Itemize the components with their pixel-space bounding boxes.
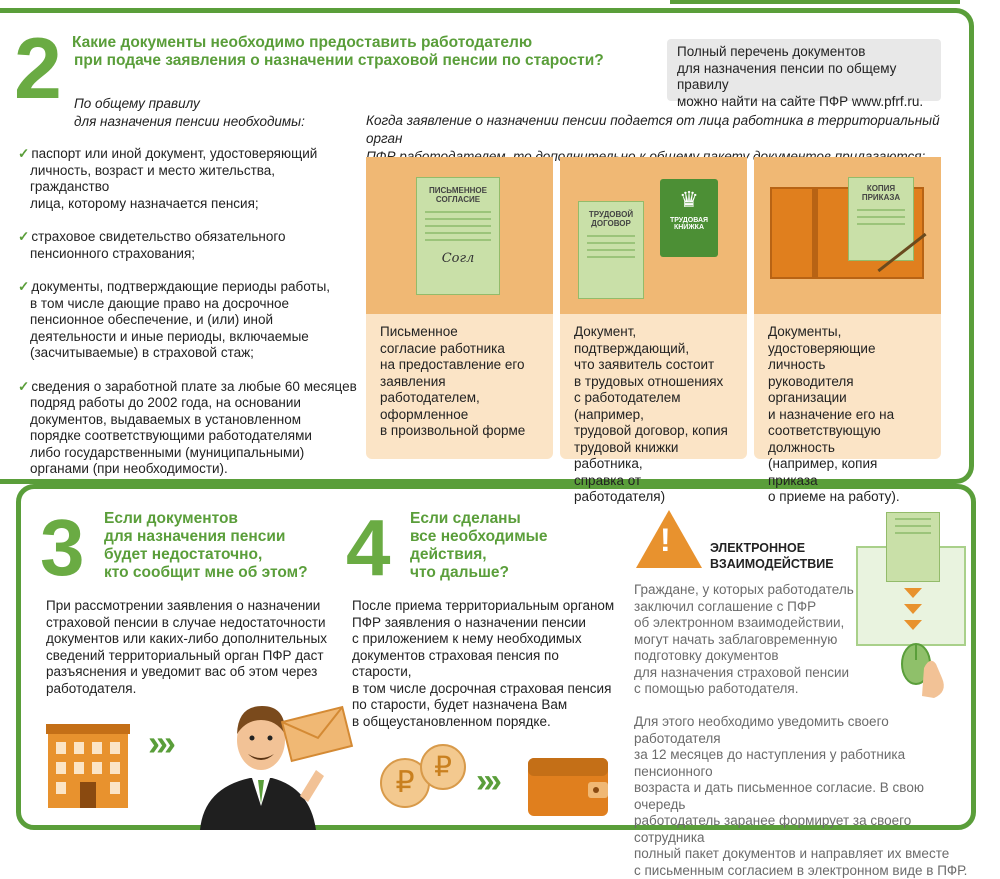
order-illustration (754, 157, 941, 314)
electronic-para-2: Для этого необходимо уведомить своего работодателя за 12 месяцев до наступления у работника пенсионного возраста и дать письменное согласие. В свою очередь работодатель заранее формирует за своего сотрудника полный пакет документов и направляет их вместе с письменным согласием в электронном виде в ПФР. (634, 714, 968, 878)
check-icon: ✓ (18, 378, 30, 394)
pfr-site-note: Полный перечень документов для назначения пенсии по общему правилу можно найти на сайте ПФР www.pfrf.ru. (667, 39, 941, 101)
check-icon: ✓ (18, 146, 30, 161)
list-item: ✓ паспорт или иной документ, удостоверяющий личность, возраст и место жительства, гражданство лица, которому назначается пенсия; (18, 146, 318, 211)
card-text: Документы, удостоверяющие личность руководителя организации и назначение его на соответствующую должность (например, копия приказа о приеме на работу). (768, 324, 900, 504)
section-3-number: 3 (40, 503, 85, 592)
emblem-icon: ♛ (679, 187, 699, 212)
order-document-icon: КОПИЯ ПРИКАЗА (848, 177, 914, 261)
check-icon: ✓ (18, 229, 30, 244)
check-icon: ✓ (18, 279, 30, 294)
download-arrow-icon (904, 604, 922, 614)
wallet-icon (526, 754, 610, 818)
contract-document-icon: ТРУДОВОЙ ДОГОВОР (578, 201, 644, 299)
electronic-title: ЭЛЕКТРОННОЕ ВЗАИМОДЕЙСТВИЕ (710, 541, 834, 571)
general-rule-intro: По общему правилу для назначения пенсии необходимы: (74, 96, 305, 129)
list-item: ✓ страховое свидетельство обязательного пенсионного страхования; (18, 229, 286, 261)
required-docs-list (18, 146, 358, 478)
list-item: ✓ документы, подтверждающие периоды работы, в том числе дающие право на досрочное пенсионное обеспечение, и (или) иной деятельности и иные периоды, включаемые (засчитываемые) в страховой стаж; (18, 279, 331, 360)
work-book-icon: ♛ ТРУДОВАЯ КНИЖКА (660, 179, 718, 257)
section-3-title: Если документов для назначения пенсии будет недостаточно, кто сообщит мне об этом? (104, 510, 308, 581)
card-text: Документ, подтверждающий, что заявитель состоит в трудовых отношениях с работодателем (например, трудовой договор, копия трудовой книжки работника, справка от работодателя) (574, 324, 728, 504)
section-4-body: После приема территориальным органом ПФР заявления о назначении пенсии с приложением к нему необходимых документов страховая пенсия по старости, в том числе досрочная страховая пенсия по старости, будет назначена Вам в общеустановленном порядке. (352, 598, 615, 729)
coins-icon (380, 744, 480, 814)
consent-document-icon: ПИСЬМЕННОЕ СОГЛАСИЕ Согл (416, 177, 500, 295)
card-order-copy (754, 157, 941, 504)
envelope-icon (282, 706, 352, 762)
electronic-para-1: Граждане, у которых работодатель заключил соглашение с ПФР об электронном взаимодействии, могут начать заблаговременную подготовку документов для назначения страховой пенсии с помощью работодателя. (634, 582, 854, 696)
signature: Согл (441, 251, 475, 266)
section-4-title: Если сделаны все необходимые действия, что дальше? (410, 510, 548, 581)
ruble-coin: ₽ (380, 758, 430, 808)
ruble-coin: ₽ (420, 744, 466, 790)
card-written-consent (366, 157, 553, 459)
section-2-number: 2 (14, 21, 62, 117)
section-4-number: 4 (346, 503, 391, 592)
card-text: Письменное согласие работника на предоставление его заявления работодателем, оформленное в произвольной форме (380, 324, 526, 438)
building-icon (46, 720, 130, 810)
consent-illustration (366, 157, 553, 314)
mouse-hand-icon (894, 634, 958, 700)
employer-intro: Когда заявление о назначении пенсии подается от лица работника в территориальный орган (366, 113, 940, 146)
section-3-body: При рассмотрении заявления о назначении страховой пенсии в случае недостаточности документов или каких-либо дополнительных сведений территориальный орган ПФР даст разъяснения и уведомит вас об этом через работодателя. (46, 598, 327, 696)
card-employment-proof (560, 157, 747, 504)
download-arrow-icon (904, 620, 922, 630)
employment-illustration (560, 157, 747, 314)
screen-document (886, 512, 940, 582)
list-item: ✓ сведения о заработной плате за любые 60 месяцев подряд работы до 2002 года, на основании документов, выдаваемых в установленном порядке соответствующими работодателями либо государственными (муниципальными) органами (при необходимости). (18, 378, 357, 476)
arrow-chevrons: ››› (148, 722, 172, 763)
warning-mark: ! (660, 522, 671, 558)
arrow-chevrons: ››› (476, 762, 498, 800)
section-2-title: Какие документы необходимо предоставить работодателю при подаче заявления о назначении страховой пенсии по старости? (72, 34, 604, 69)
download-arrow-icon (904, 588, 922, 598)
folder-spine (812, 187, 818, 279)
top-accent-bar (670, 0, 960, 4)
